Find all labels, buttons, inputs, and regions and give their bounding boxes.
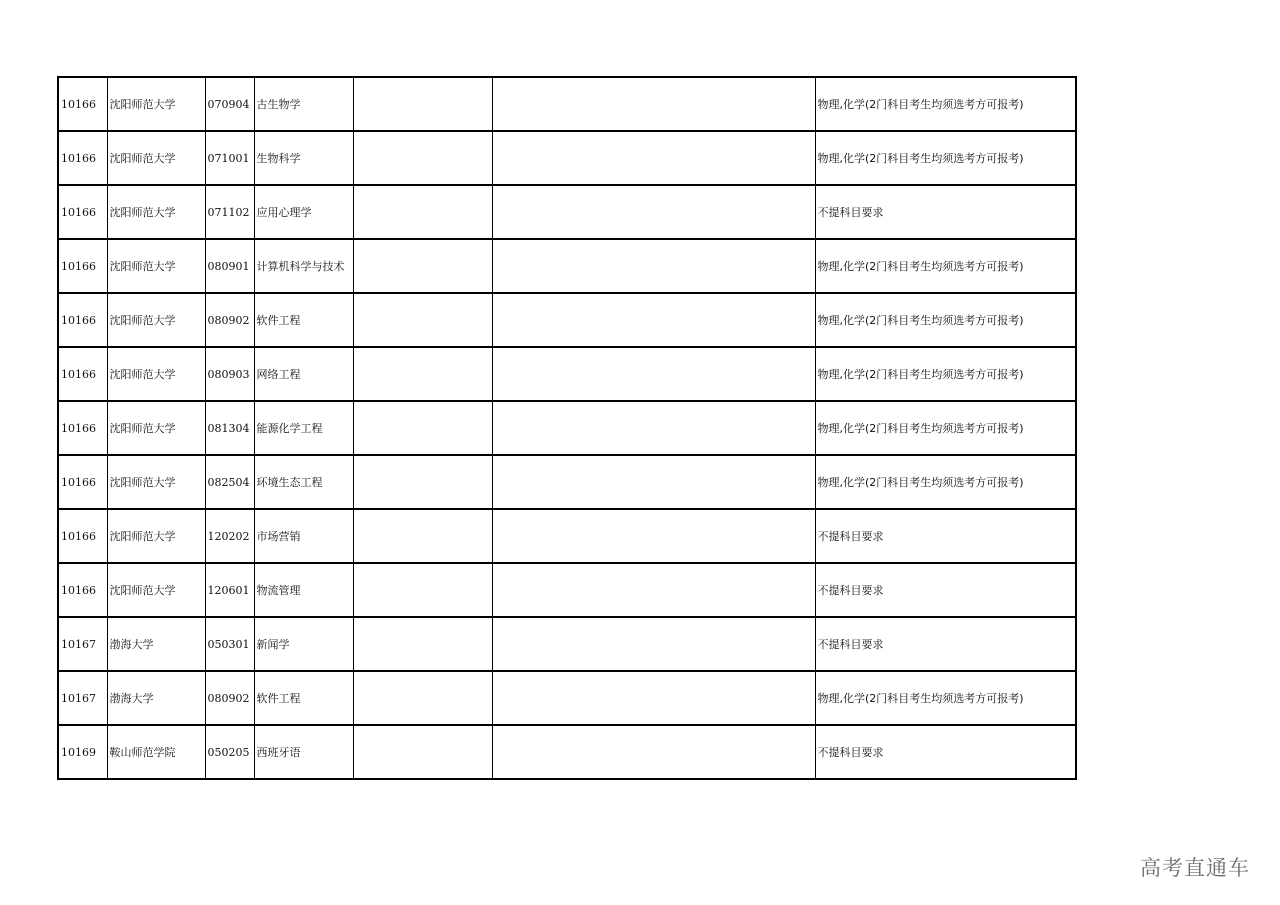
empty-cell [353, 401, 492, 455]
school-code-cell: 10166 [58, 509, 107, 563]
major-code-cell: 080902 [205, 671, 254, 725]
school-code-cell: 10166 [58, 563, 107, 617]
school-code-cell: 10166 [58, 77, 107, 131]
table-row [58, 509, 1076, 563]
subject-requirement-cell: 物理,化学(2门科目考生均须选考方可报考) [815, 77, 1076, 131]
school-name-cell: 沈阳师范大学 [107, 77, 205, 131]
subject-requirement-cell: 物理,化学(2门科目考生均须选考方可报考) [815, 131, 1076, 185]
school-code-cell: 10167 [58, 617, 107, 671]
empty-cell [353, 725, 492, 779]
table-row [58, 185, 1076, 239]
school-name-cell: 沈阳师范大学 [107, 131, 205, 185]
school-code-cell: 10166 [58, 455, 107, 509]
subject-requirement-cell: 物理,化学(2门科目考生均须选考方可报考) [815, 347, 1076, 401]
major-name-cell: 新闻学 [254, 617, 353, 671]
major-code-cell: 050301 [205, 617, 254, 671]
school-code-cell: 10166 [58, 293, 107, 347]
major-name-cell: 生物科学 [254, 131, 353, 185]
school-name-cell: 沈阳师范大学 [107, 509, 205, 563]
subject-requirement-cell: 物理,化学(2门科目考生均须选考方可报考) [815, 239, 1076, 293]
school-code-cell: 10167 [58, 671, 107, 725]
admission-requirements-table [57, 76, 1077, 780]
empty-cell [353, 131, 492, 185]
table-row [58, 239, 1076, 293]
major-name-cell: 软件工程 [254, 293, 353, 347]
school-name-cell: 沈阳师范大学 [107, 239, 205, 293]
major-name-cell: 市场营销 [254, 509, 353, 563]
empty-cell [492, 617, 815, 671]
school-name-cell: 沈阳师范大学 [107, 347, 205, 401]
school-code-cell: 10166 [58, 131, 107, 185]
school-code-cell: 10166 [58, 401, 107, 455]
empty-cell [492, 239, 815, 293]
subject-requirement-cell: 不提科目要求 [815, 509, 1076, 563]
empty-cell [492, 401, 815, 455]
empty-cell [353, 671, 492, 725]
empty-cell [492, 131, 815, 185]
major-code-cell: 080902 [205, 293, 254, 347]
table-row [58, 455, 1076, 509]
school-name-cell: 渤海大学 [107, 617, 205, 671]
table-row [58, 671, 1076, 725]
empty-cell [353, 455, 492, 509]
empty-cell [492, 77, 815, 131]
major-name-cell: 古生物学 [254, 77, 353, 131]
major-code-cell: 082504 [205, 455, 254, 509]
major-code-cell: 080903 [205, 347, 254, 401]
major-name-cell: 软件工程 [254, 671, 353, 725]
empty-cell [492, 509, 815, 563]
empty-cell [492, 185, 815, 239]
school-code-cell: 10166 [58, 347, 107, 401]
school-code-cell: 10166 [58, 239, 107, 293]
empty-cell [353, 293, 492, 347]
school-name-cell: 沈阳师范大学 [107, 401, 205, 455]
empty-cell [492, 671, 815, 725]
table-body [58, 77, 1076, 779]
empty-cell [492, 563, 815, 617]
empty-cell [492, 455, 815, 509]
major-name-cell: 物流管理 [254, 563, 353, 617]
table-row [58, 617, 1076, 671]
table-row [58, 401, 1076, 455]
empty-cell [353, 617, 492, 671]
empty-cell [353, 239, 492, 293]
school-name-cell: 沈阳师范大学 [107, 455, 205, 509]
table-row [58, 347, 1076, 401]
empty-cell [492, 725, 815, 779]
subject-requirement-cell: 不提科目要求 [815, 185, 1076, 239]
empty-cell [492, 293, 815, 347]
school-name-cell: 渤海大学 [107, 671, 205, 725]
major-name-cell: 环境生态工程 [254, 455, 353, 509]
empty-cell [492, 347, 815, 401]
major-code-cell: 050205 [205, 725, 254, 779]
major-code-cell: 081304 [205, 401, 254, 455]
subject-requirement-cell: 物理,化学(2门科目考生均须选考方可报考) [815, 455, 1076, 509]
school-name-cell: 沈阳师范大学 [107, 293, 205, 347]
empty-cell [353, 185, 492, 239]
table-row [58, 563, 1076, 617]
major-code-cell: 070904 [205, 77, 254, 131]
subject-requirement-cell: 不提科目要求 [815, 563, 1076, 617]
watermark-text: 高考直通车 [1140, 856, 1250, 880]
major-name-cell: 西班牙语 [254, 725, 353, 779]
major-name-cell: 能源化学工程 [254, 401, 353, 455]
subject-requirement-cell: 物理,化学(2门科目考生均须选考方可报考) [815, 401, 1076, 455]
major-code-cell: 120601 [205, 563, 254, 617]
table-row [58, 131, 1076, 185]
major-name-cell: 计算机科学与技术 [254, 239, 353, 293]
subject-requirement-cell: 物理,化学(2门科目考生均须选考方可报考) [815, 293, 1076, 347]
major-code-cell: 071102 [205, 185, 254, 239]
school-name-cell: 沈阳师范大学 [107, 563, 205, 617]
school-name-cell: 鞍山师范学院 [107, 725, 205, 779]
school-name-cell: 沈阳师范大学 [107, 185, 205, 239]
empty-cell [353, 563, 492, 617]
major-code-cell: 120202 [205, 509, 254, 563]
subject-requirement-cell: 物理,化学(2门科目考生均须选考方可报考) [815, 671, 1076, 725]
school-code-cell: 10169 [58, 725, 107, 779]
school-code-cell: 10166 [58, 185, 107, 239]
major-name-cell: 应用心理学 [254, 185, 353, 239]
major-name-cell: 网络工程 [254, 347, 353, 401]
subject-requirement-cell: 不提科目要求 [815, 725, 1076, 779]
major-code-cell: 071001 [205, 131, 254, 185]
empty-cell [353, 509, 492, 563]
table-row [58, 77, 1076, 131]
empty-cell [353, 347, 492, 401]
table-row [58, 725, 1076, 779]
subject-requirement-cell: 不提科目要求 [815, 617, 1076, 671]
major-code-cell: 080901 [205, 239, 254, 293]
empty-cell [353, 77, 492, 131]
table-row [58, 293, 1076, 347]
